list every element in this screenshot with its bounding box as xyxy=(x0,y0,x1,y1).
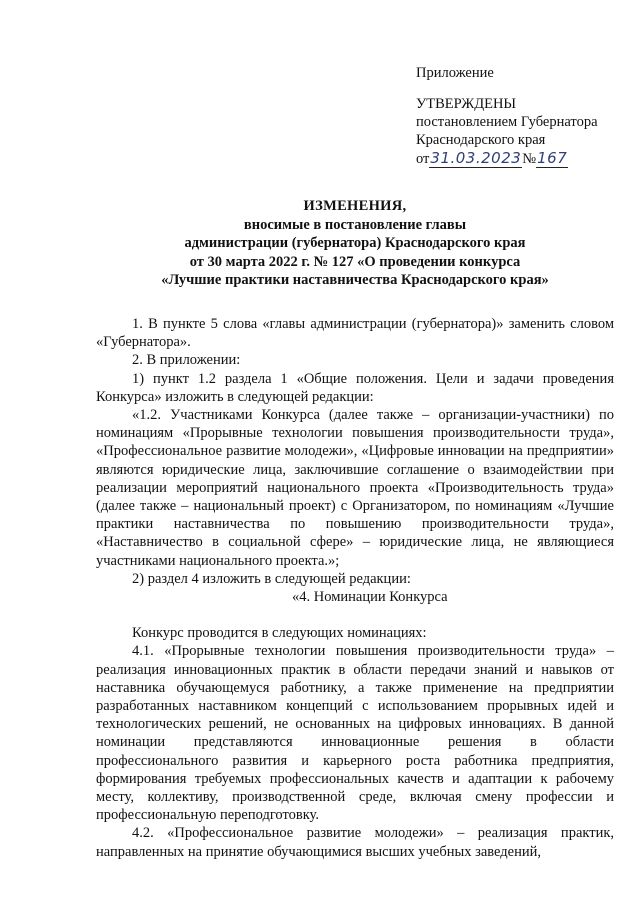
decree-authority: постановлением Губернатора xyxy=(416,114,598,130)
decree-region: Краснодарского края xyxy=(416,132,546,148)
number-prefix: № xyxy=(522,151,537,167)
paragraph-3: 1) пункт 1.2 раздела 1 «Общие положения. Цели и задачи проведения Конкурса» изложить в следующей редакции: xyxy=(96,370,614,405)
paragraph-7: 4.1. «Прорывные технологии повышения производительности труда» – реализация инновационных практик в области передачи знаний и навыков от наставника обучающемуся работнику, а также применение на предприятии разработанных наставником концепций с использованием прорывных идей и технологических решений, не основанных на цифровых инновациях. В данной номинации представляются инновационные решения в области профессионального развития и карьерного роста работника предприятия, формирования требуемых профессиональных качеств и адаптации к рабочему месту, коллективу, производственной среде, включая смену профессии и профессиональную переподготовку. xyxy=(96,643,614,824)
handwritten-date: 31.03.2023 xyxy=(430,149,522,167)
paragraph-2: 2. В приложении: xyxy=(132,352,241,369)
title-line-3: от 30 марта 2022 г. № 127 «О проведении конкурса xyxy=(189,253,521,270)
paragraph-8: 4.2. «Профессиональное развитие молодежи» – реализация практик, направленных на принятие обучающимися высших учебных заведений, xyxy=(96,825,614,860)
approval-stamp-block xyxy=(416,64,631,168)
document-title xyxy=(95,197,615,290)
paragraph-6: Конкурс проводится в следующих номинациях: xyxy=(132,625,427,642)
decree-date-number-line xyxy=(416,149,631,168)
section-4-heading: «4. Номинации Конкурса xyxy=(292,589,448,606)
handwritten-number: 167 xyxy=(537,149,568,167)
date-prefix: от xyxy=(416,151,430,167)
paragraph-1: 1. В пункте 5 слова «главы администрации (губернатора)» заменить словом «Губернатора». xyxy=(96,316,614,351)
appendix-label: Приложение xyxy=(416,65,494,81)
document-body xyxy=(96,315,614,861)
paragraph-5: 2) раздел 4 изложить в следующей редакции: xyxy=(132,570,411,587)
title-line-2: администрации (губернатора) Краснодарского края xyxy=(184,235,526,251)
title-heading: ИЗМЕНЕНИЯ, xyxy=(303,198,407,214)
title-line-4: «Лучшие практики наставничества Краснодарского края» xyxy=(161,272,549,288)
paragraph-4: «1.2. Участниками Конкурса (далее также – организации-участники) по номинациям «Прорывные технологии повышения производительности труда», «Профессиональное развитие молодежи», «Цифровые инновации на предприятии» являются юридические лица, заключившие соглашение о взаимодействии при реализации мероприятий национального проекта «Производительность труда» (далее также – национальный проект) с Организатором, по номинациям «Лучшие практики наставничества по повышению производительности труда», «Наставничество в социальной сфере» – юридические лица, не являющиеся участниками национального проекта.»; xyxy=(96,407,614,569)
title-line-1: вносимые в постановление главы xyxy=(243,216,467,233)
approved-label: УТВЕРЖДЕНЫ xyxy=(416,96,517,112)
